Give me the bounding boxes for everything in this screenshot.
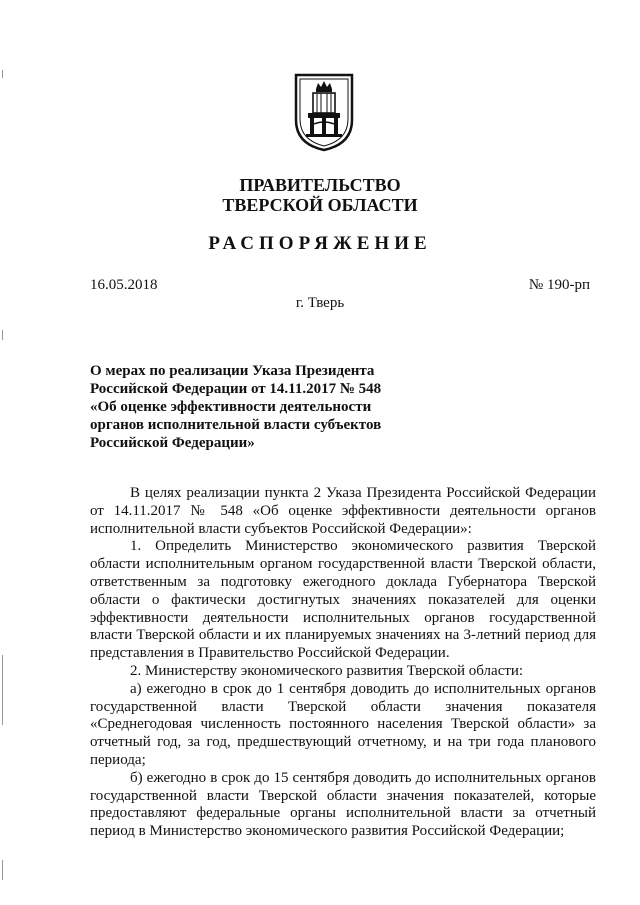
subject-line: «Об оценке эффективности деятельности xyxy=(90,399,372,415)
government-title: ПРАВИТЕЛЬСТВО xyxy=(239,175,401,195)
margin-mark xyxy=(2,70,3,78)
document-type-title: РАСПОРЯЖЕНИЕ xyxy=(208,233,432,254)
document-city: г. Тверь xyxy=(295,295,345,311)
region-title: ТВЕРСКОЙ ОБЛАСТИ xyxy=(222,195,418,215)
paragraph-preamble: В целях реализации пункта 2 Указа Президента Российской Федерации от 14.11.2017 № 548 «Об оценке эффективности деятельности органов исполнительной власти субъектов Российской Федерации»: xyxy=(90,485,596,537)
margin-mark xyxy=(2,860,3,880)
tver-coat-of-arms-icon xyxy=(293,72,355,152)
paragraph-item-2: 2. Министерству экономического развития Тверской области: xyxy=(130,662,524,679)
subject-line: Российской Федерации» xyxy=(90,435,255,451)
subject-line: органов исполнительной власти субъектов xyxy=(90,417,382,433)
document-number: № 190-рп xyxy=(528,277,590,293)
subject-line: Российской Федерации от 14.11.2017 № 548 xyxy=(90,381,382,397)
margin-mark xyxy=(2,330,3,340)
document-date: 16.05.2018 xyxy=(90,277,158,293)
paragraph-item-1: 1. Определить Министерство экономического развития Тверской области исполнительным органом государственной власти Тверской области, ответственным за подготовку ежегодного доклада Губернатора Тверской области о фактически достигнутых значениях показателей для оценки эффективности деятельности исполнительных органов государственной власти Тверской области и их планируемых значениях на 3-летний период для представления в Правительство Российской Федерации. xyxy=(90,538,596,662)
subject-line: О мерах по реализации Указа Президента xyxy=(90,363,375,379)
margin-mark xyxy=(2,655,3,725)
document-body xyxy=(90,485,596,841)
document-subject xyxy=(90,362,410,452)
paragraph-item-2b: б) ежегодно в срок до 15 сентября доводить до исполнительных органов государственной власти Тверской области значения показателей, которые предоставляют федеральные органы исполнительной власти за отчетный период в Министерство экономического развития Российской Федерации; xyxy=(90,769,596,840)
paragraph-item-2a: а) ежегодно в срок до 1 сентября доводить до исполнительных органов государственной власти Тверской области значения показателя «Среднегодовая численность постоянного населения Тверской области» за отчетный год, за год, предшествующий отчетному, и на три года планового периода; xyxy=(90,680,596,768)
